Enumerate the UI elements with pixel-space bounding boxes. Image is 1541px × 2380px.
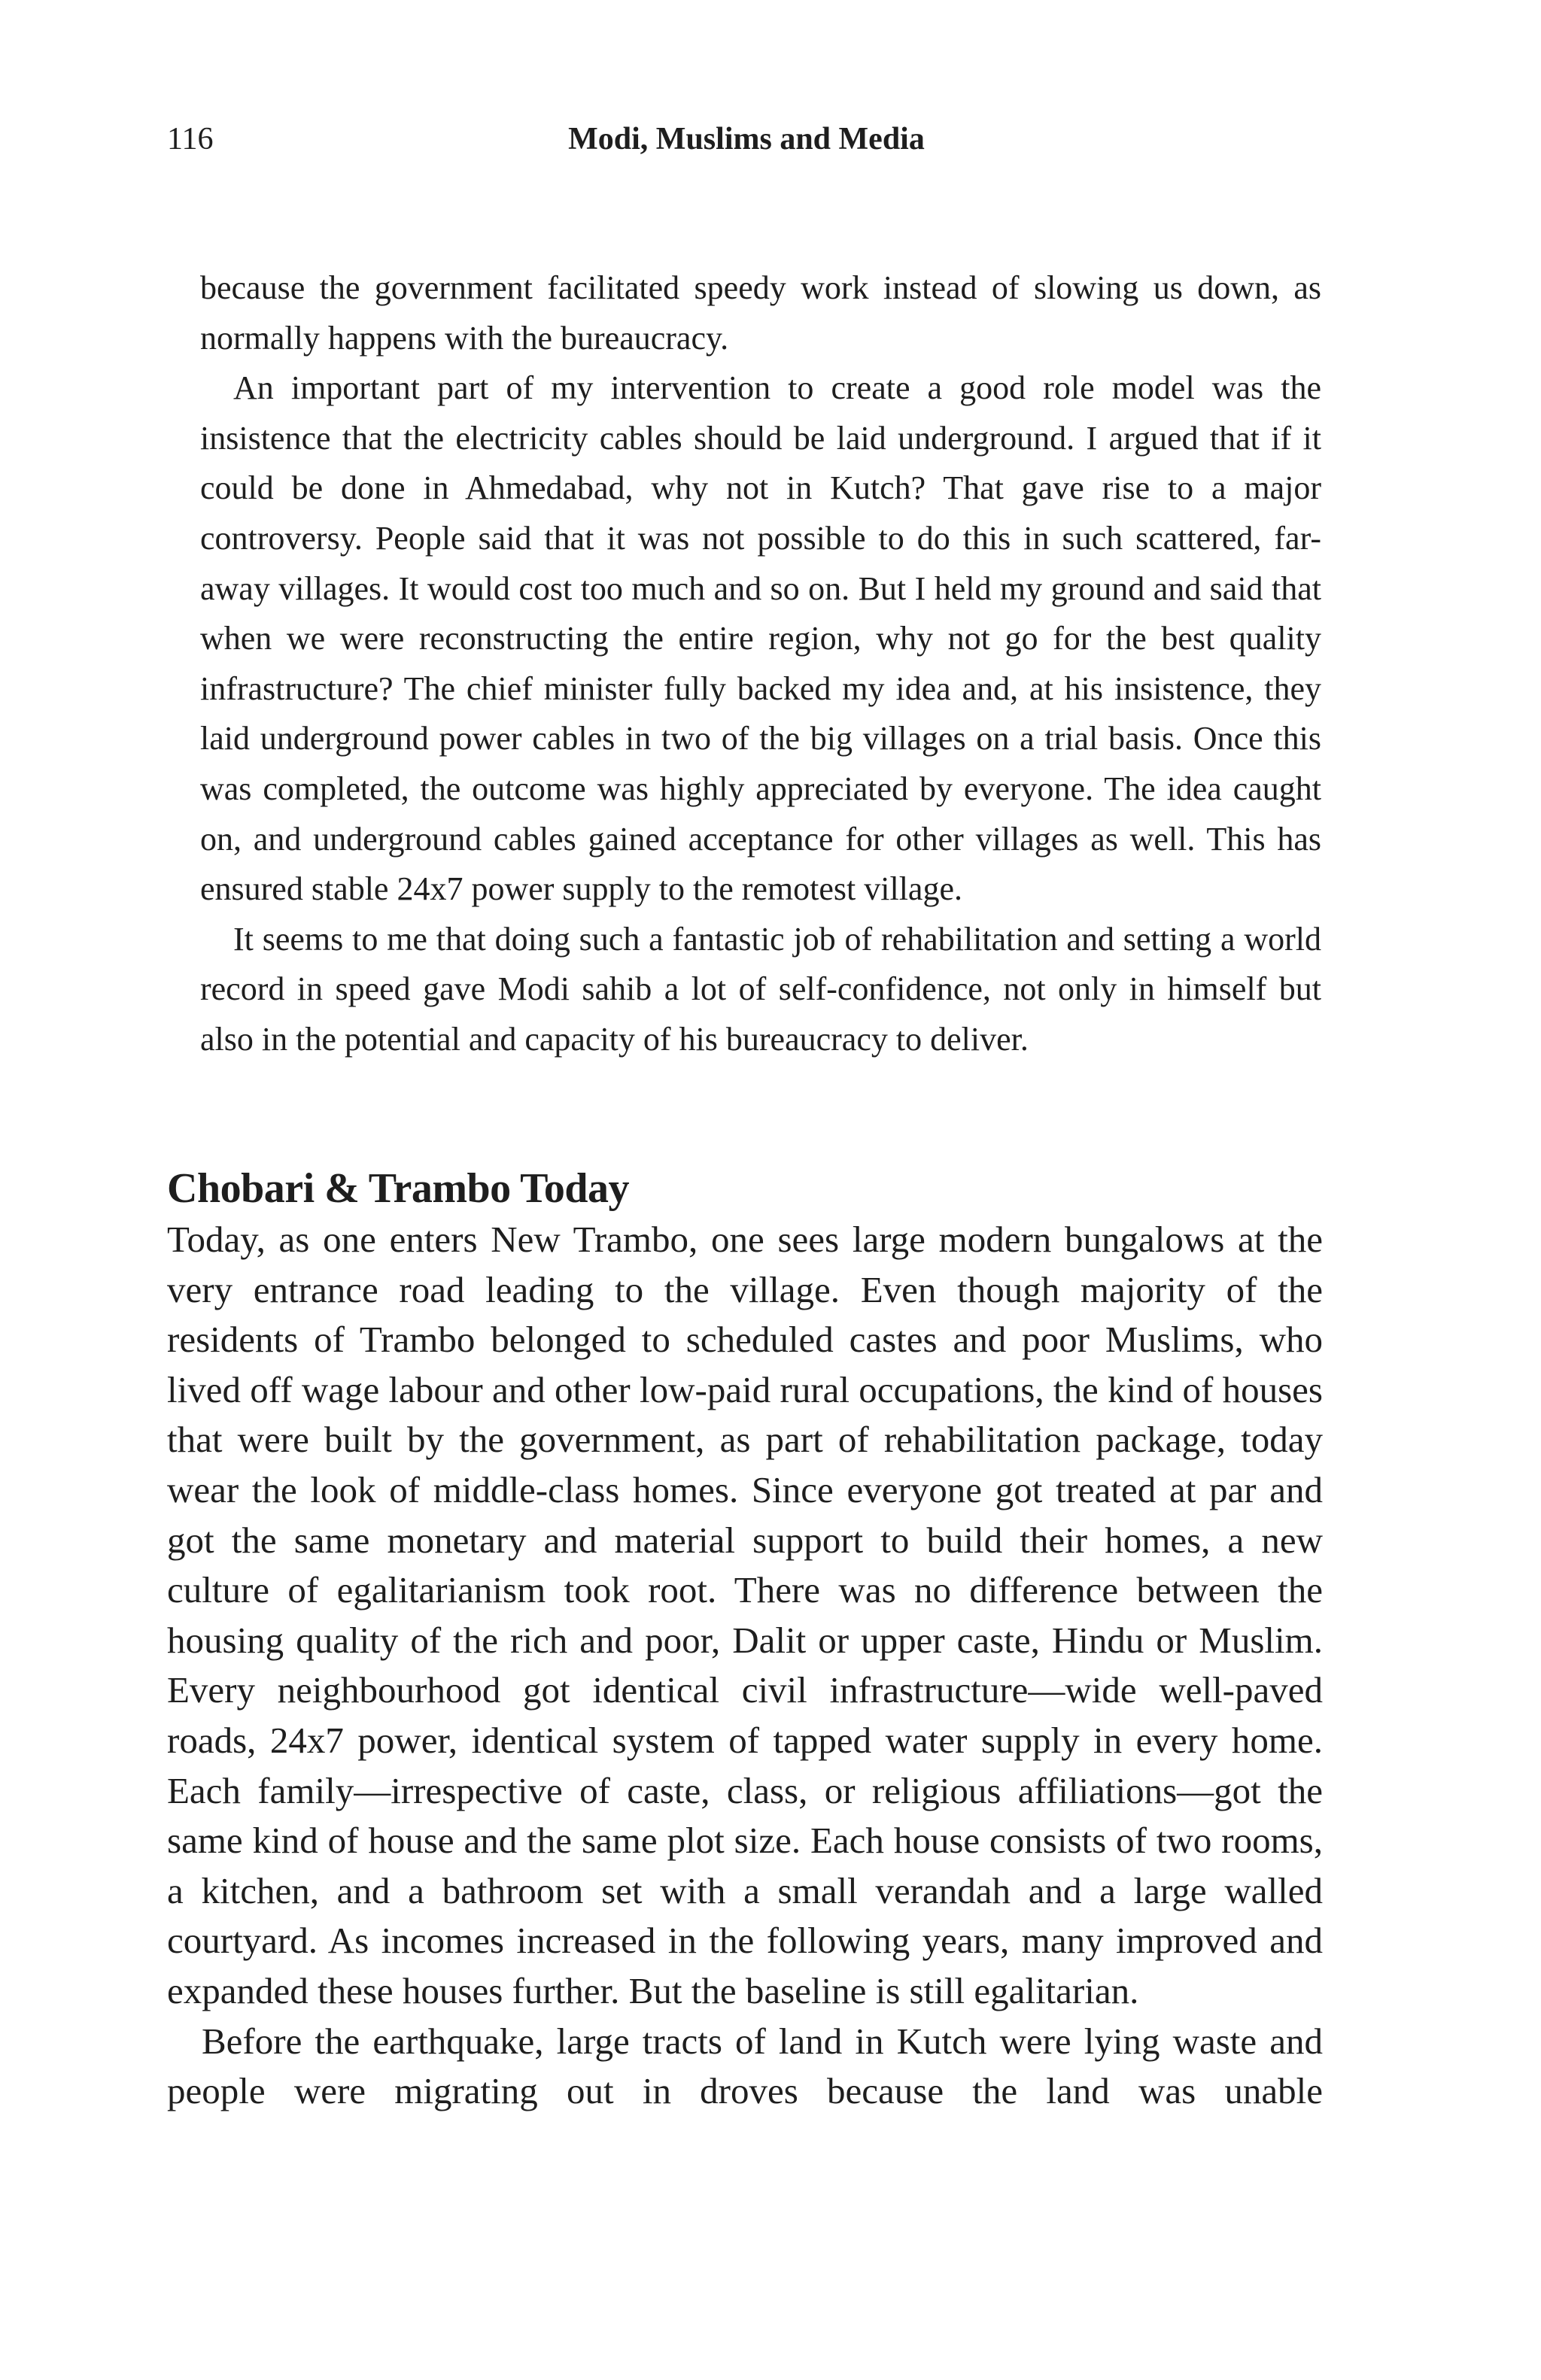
quote-paragraph: because the government facilitated speedy work instead of slowing us down, as normally happens with the bureaucracy. [200,269,1321,357]
block-quote [200,263,1321,1065]
body-text [167,1215,1323,2117]
running-title: Modi, Muslims and Media [568,122,925,156]
running-head [167,117,1326,162]
quote-paragraph: An important part of my intervention to create a good role model was the insistence that the electricity cables should be laid underground. I argued that if it could be done in Ahmedabad, why not in Kutch? That gave rise to a major controversy. People said that it was not possible to do this in such scattered, far-away villages. It would cost too much and so on. But I held my ground and said that when we were reconstructing the entire region, why not go for the best quality infrastructure? The chief minister fully backed my idea and, at his insistence, they laid underground power cables in two of the big villages on a trial basis. Once this was completed, the outcome was highly appreciated by everyone. The idea caught on, and underground cables gained acceptance for other villages as well. This has ensured stable 24x7 power supply to the remotest village. [200,369,1321,908]
body-paragraph: Today, as one enters New Trambo, one sees large modern bungalows at the very entrance road leading to the village. Even though majority of the residents of Trambo belonged to scheduled castes and poor Muslims, who lived off wage labour and other low-paid rural occupations, the kind of houses that were built by the government, as part of rehabilitation package, today wear the look of middle-class homes. Since everyone got treated at par and got the same monetary and material support to build their homes, a new culture of egalitarianism took root. There was no difference between the housing quality of the rich and poor, Dalit or upper caste, Hindu or Muslim. Every neighbourhood got identical civil infrastructure—wide well-paved roads, 24x7 power, identical system of tapped water supply in every home. Each family—irrespective of caste, class, or religious affiliations—got the same kind of house and the same plot size. Each house consists of two rooms, a kitchen, and a bathroom set with a small verandah and a large walled courtyard. As incomes increased in the following years, many improved and expanded these houses further. But the baseline is still egalitarian. [167,1219,1323,2011]
page-number: 116 [167,122,214,156]
quote-paragraph: It seems to me that doing such a fantastic job of rehabilitation and setting a world record in speed gave Modi sahib a lot of self-confidence, not only in himself but also in the potential and capacity of his bureaucracy to deliver. [200,920,1321,1058]
section-heading: Chobari & Trambo Today [167,1165,629,1212]
body-paragraph: Before the earthquake, large tracts of land in Kutch were lying waste and people were migrating out in droves because the land was unable [167,2020,1323,2112]
